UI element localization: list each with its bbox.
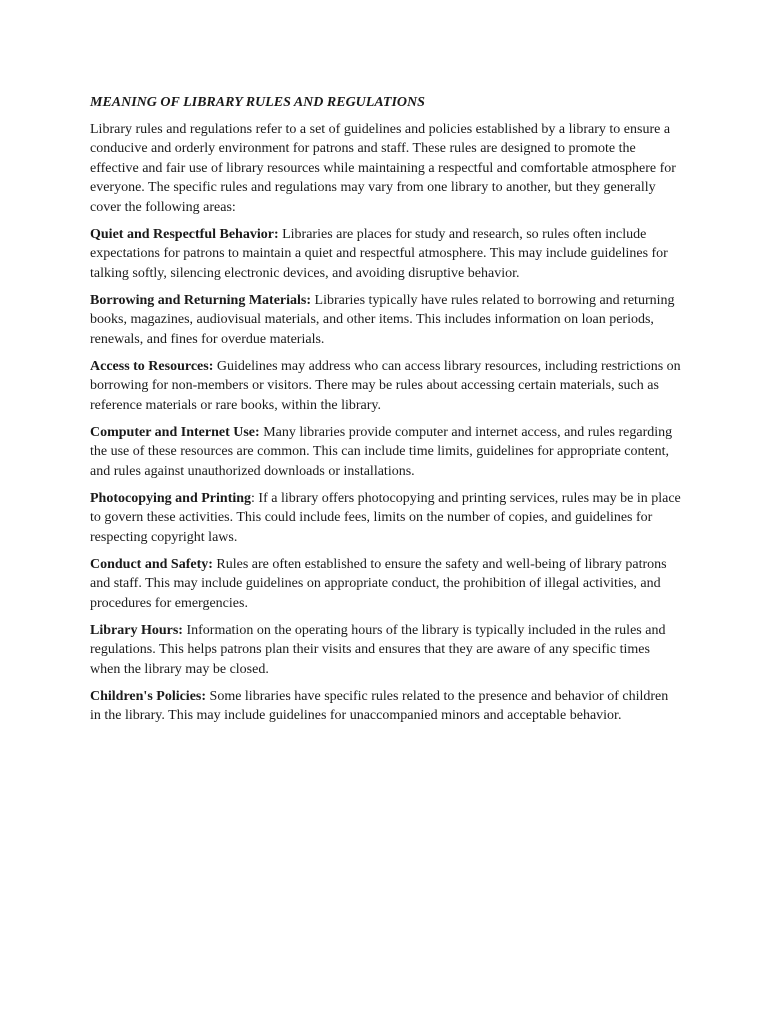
section-text: Information on the operating hours of the library is typically included in the rules and regulations. This helps patrons plan their visits and ensures that they are aware of any specific times when the library may be closed.: [90, 622, 666, 677]
section-computer-internet: [90, 423, 682, 481]
section-term: Children's Policies:: [90, 688, 207, 704]
section-term: Library Hours:: [90, 622, 183, 638]
section-text: Some libraries have specific rules related to the presence and behavior of children in the library. This may include guidelines for unaccompanied minors and acceptable behavior.: [90, 688, 669, 724]
section-term: Borrowing and Returning Materials:: [90, 292, 312, 308]
document-title: MEANING OF LIBRARY RULES AND REGULATIONS: [90, 95, 425, 110]
section-term: Quiet and Respectful Behavior:: [90, 226, 279, 242]
section-text: Many libraries provide computer and internet access, and rules regarding the use of these resources are common. This can include time limits, guidelines for appropriate content, and rules against unauthorized downloads or installations.: [90, 424, 673, 479]
section-term: Photocopying and Printing: [90, 490, 252, 506]
intro-paragraph: Library rules and regulations refer to a set of guidelines and policies established by a library to ensure a conducive and orderly environment for patrons and staff. These rules are designed to promote the effective and fair use of library resources while maintaining a respectful and comfortable atmosphere for everyone. The specific rules and regulations may vary from one library to another, but they generally cover the following areas:: [90, 122, 676, 215]
section-childrens-policies: [90, 687, 682, 726]
section-term: Access to Resources:: [90, 358, 214, 374]
section-library-hours: [90, 621, 682, 679]
section-term: Conduct and Safety:: [90, 556, 213, 572]
section-text: Rules are often established to ensure the safety and well-being of library patrons and staff. This may include guidelines on appropriate conduct, the prohibition of illegal activities, and procedures for emergencies.: [90, 556, 667, 611]
document-page: [90, 93, 682, 734]
section-photocopying-printing: [90, 489, 682, 547]
section-text: Libraries are places for study and research, so rules often include expectations for patrons to maintain a quiet and respectful atmosphere. This may include guidelines for talking softly, silencing electronic devices, and avoiding disruptive behavior.: [90, 226, 668, 281]
section-quiet-behavior: [90, 225, 682, 283]
section-text: Guidelines may address who can access library resources, including restrictions on borrowing for non-members or visitors. There may be rules about accessing certain materials, such as reference materials or rare books, within the library.: [90, 358, 681, 413]
section-access-resources: [90, 357, 682, 415]
section-text: : If a library offers photocopying and printing services, rules may be in place to govern these activities. This could include fees, limits on the number of copies, and guidelines for respecting copyright laws.: [90, 490, 681, 545]
section-borrowing-returning: [90, 291, 682, 349]
section-term: Computer and Internet Use:: [90, 424, 260, 440]
section-conduct-safety: [90, 555, 682, 613]
section-text: Libraries typically have rules related to borrowing and returning books, magazines, audiovisual materials, and other items. This includes information on loan periods, renewals, and fines for overdue materials.: [90, 292, 675, 347]
